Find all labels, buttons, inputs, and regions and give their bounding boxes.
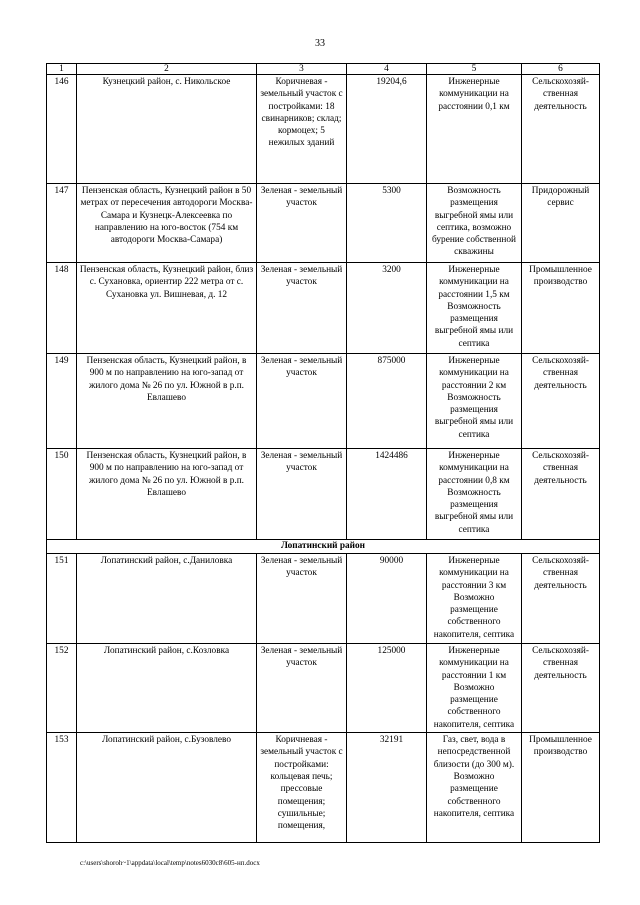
table-row — [47, 75, 600, 184]
section-title: Лопатинский район — [47, 540, 600, 554]
area-cell: 32191 — [347, 733, 427, 843]
utilities-cell: Инженерные коммуникации на расстоянии 3 км Возможно размещение собственного накопителя, септика — [427, 554, 522, 644]
land-plots-table — [46, 63, 600, 843]
category-cell: Зеленая - земельный участок — [257, 644, 347, 733]
column-header: 2 — [77, 64, 257, 75]
row-number: 147 — [47, 184, 77, 263]
category-cell: Коричневая - земельный участок с постройками: кольцевая печь; прессовые помещения; сушильные; помещения, — [257, 733, 347, 843]
category-cell: Зеленая - земельный участок — [257, 354, 347, 449]
table-row — [47, 184, 600, 263]
location-cell: Лопатинский район, с.Козловка — [77, 644, 257, 733]
location-cell: Лопатинский район, с.Даниловка — [77, 554, 257, 644]
row-number: 149 — [47, 354, 77, 449]
category-cell: Коричневая - земельный участок с постройками: 18 свинарников; склад; кормоцех; 5 нежилых зданий — [257, 75, 347, 184]
utilities-cell: Возможность размещения выгребной ямы или септика, возможно бурение собственной скважины — [427, 184, 522, 263]
location-cell: Кузнецкий район, с. Никольское — [77, 75, 257, 184]
utilities-cell: Газ, свет, вода в непосредственной близости (до 300 м). Возможно размещение собственного накопителя, септика — [427, 733, 522, 843]
utilities-cell: Инженерные коммуникации на расстоянии 0,1 км — [427, 75, 522, 184]
purpose-cell: Сельскохозяй-ственная деятельность — [522, 554, 600, 644]
area-cell: 5300 — [347, 184, 427, 263]
category-cell: Зеленая - земельный участок — [257, 449, 347, 540]
location-cell: Пензенская область, Кузнецкий район в 50 метрах от пересечения автодороги Москва-Самара и Кузнецк-Алексеевка по направлению на юго-восток (754 км автодороги Москва-Самара) — [77, 184, 257, 263]
row-number: 150 — [47, 449, 77, 540]
area-cell: 19204,6 — [347, 75, 427, 184]
location-cell: Пензенская область, Кузнецкий район, в 900 м по направлению на юго-запад от жилого дома № 26 по ул. Южной в р.п. Евлашево — [77, 449, 257, 540]
table-row — [47, 449, 600, 540]
purpose-cell: Сельскохозяй-ственная деятельность — [522, 354, 600, 449]
category-cell: Зеленая - земельный участок — [257, 554, 347, 644]
table-header-row — [47, 64, 600, 75]
table-row — [47, 733, 600, 843]
area-cell: 1424486 — [347, 449, 427, 540]
row-number: 151 — [47, 554, 77, 644]
utilities-cell: Инженерные коммуникации на расстоянии 1 км Возможно размещение собственного накопителя, септика — [427, 644, 522, 733]
location-cell: Пензенская область, Кузнецкий район, в 900 м по направлению на юго-запад от жилого дома № 26 по ул. Южной в р.п. Евлашево — [77, 354, 257, 449]
column-header: 3 — [257, 64, 347, 75]
area-cell: 90000 — [347, 554, 427, 644]
area-cell: 3200 — [347, 263, 427, 354]
row-number: 148 — [47, 263, 77, 354]
table-row — [47, 554, 600, 644]
area-cell: 125000 — [347, 644, 427, 733]
row-number: 152 — [47, 644, 77, 733]
table-row — [47, 263, 600, 354]
utilities-cell: Инженерные коммуникации на расстоянии 0,8 км Возможность размещения выгребной ямы или септика — [427, 449, 522, 540]
column-header: 4 — [347, 64, 427, 75]
utilities-cell: Инженерные коммуникации на расстоянии 1,5 км Возможность размещения выгребной ямы или септика — [427, 263, 522, 354]
purpose-cell: Промышленное производство — [522, 263, 600, 354]
section-row — [47, 540, 600, 554]
purpose-cell: Промышленное производство — [522, 733, 600, 843]
category-cell: Зеленая - земельный участок — [257, 184, 347, 263]
row-number: 146 — [47, 75, 77, 184]
location-cell: Пензенская область, Кузнецкий район, близ с. Сухановка, ориентир 222 метра от с. Сухановка ул. Вишневая, д. 12 — [77, 263, 257, 354]
page-number: 33 — [315, 38, 325, 49]
table-row — [47, 354, 600, 449]
purpose-cell: Сельскохозяй-ственная деятельность — [522, 449, 600, 540]
column-header: 6 — [522, 64, 600, 75]
area-cell: 875000 — [347, 354, 427, 449]
column-header: 1 — [47, 64, 77, 75]
category-cell: Зеленая - земельный участок — [257, 263, 347, 354]
footer-file-path: c:\users\shoroh~1\appdata\local\temp\notes6030c8\605-нп.docx — [80, 859, 260, 867]
utilities-cell: Инженерные коммуникации на расстоянии 2 км Возможность размещения выгребной ямы или септика — [427, 354, 522, 449]
row-number: 153 — [47, 733, 77, 843]
table-row — [47, 644, 600, 733]
purpose-cell: Сельскохозяй-ственная деятельность — [522, 644, 600, 733]
purpose-cell: Сельскохозяй-ственная деятельность — [522, 75, 600, 184]
column-header: 5 — [427, 64, 522, 75]
location-cell: Лопатинский район, с.Бузовлево — [77, 733, 257, 843]
purpose-cell: Придорожный сервис — [522, 184, 600, 263]
